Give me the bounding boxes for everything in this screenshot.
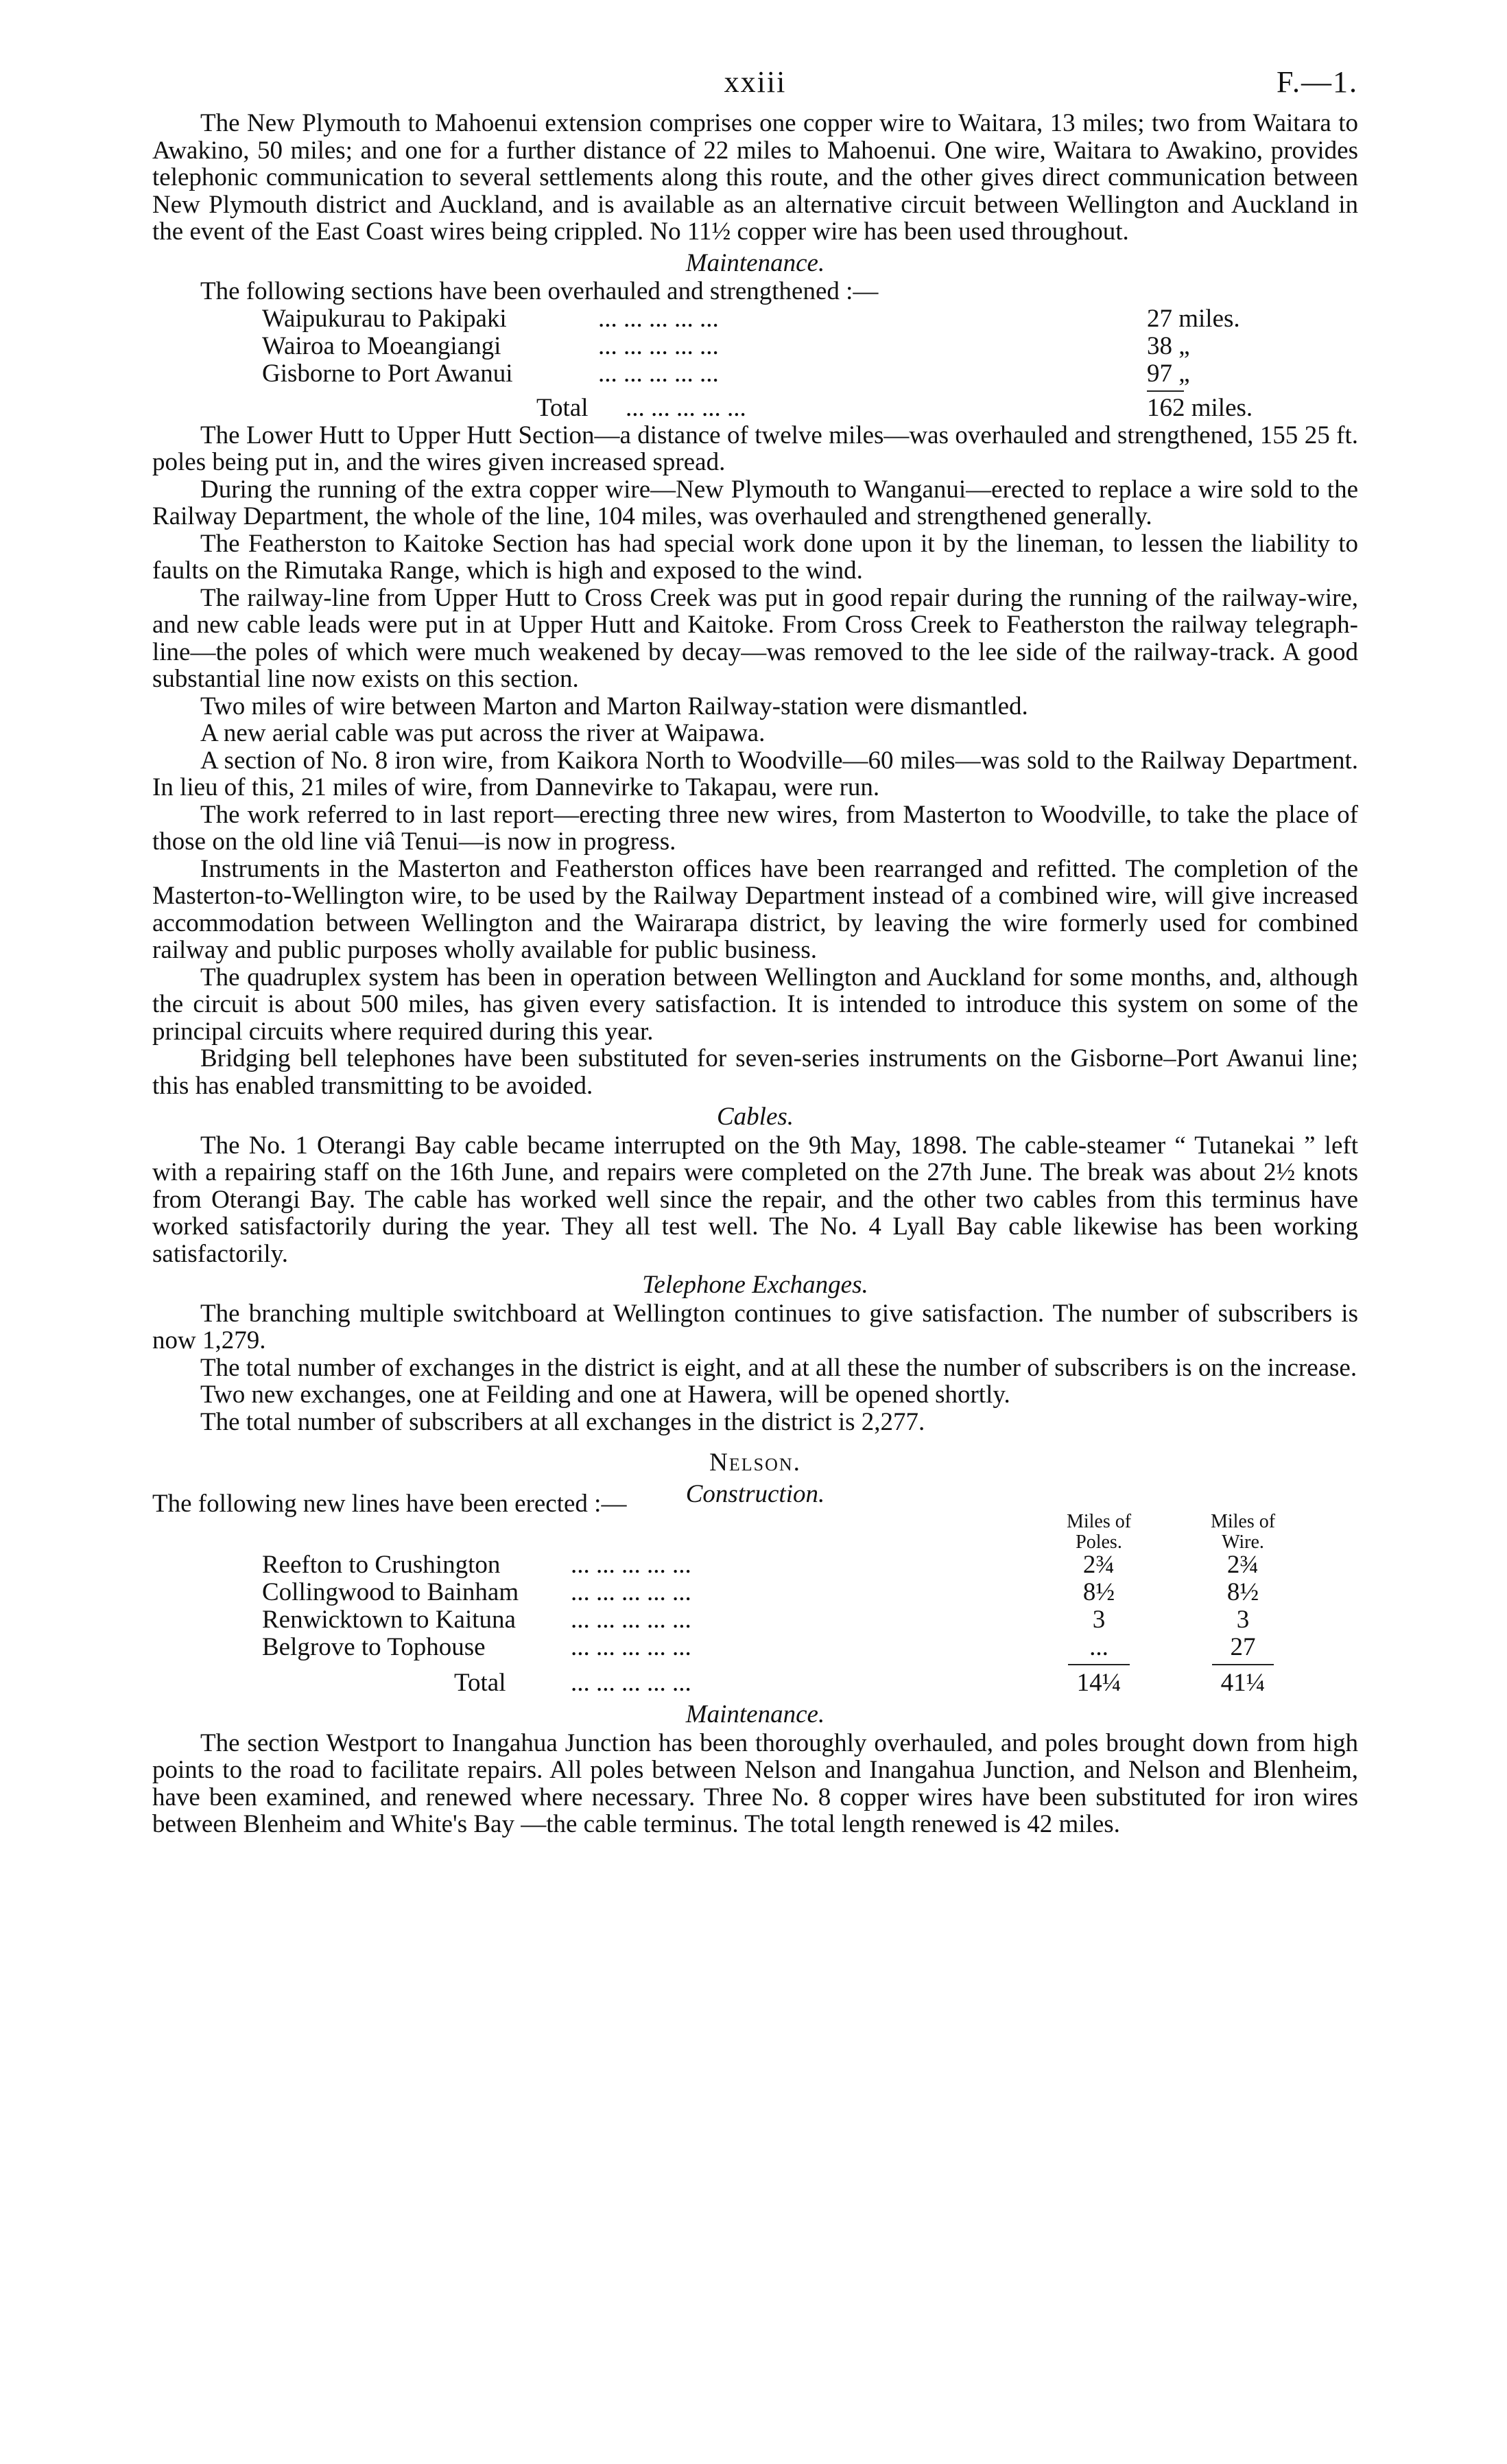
row-name: Wairoa to Moeangiangi [262, 331, 501, 360]
table-row [152, 1606, 1358, 1634]
document-page [152, 65, 1358, 1838]
row-wire: 3 [1236, 1606, 1250, 1634]
row-value: 27 miles. [1147, 304, 1240, 333]
document-reference: F.—1. [1277, 65, 1358, 99]
nelson-maintenance-paragraph: The section Westport to Inangahua Junction has been thoroughly overhauled, and poles brought down from high points to the road to facilitate repairs. All poles between Nelson and Inangahua Junction, and Nelson and Blenheim, have been examined, and renewed where necessary. Three No. 8 copper wires have been substituted for iron wires between Blenheim and White's Bay —the cable terminus. The total length renewed is 42 miles. [152, 1728, 1358, 1838]
table-row [152, 1634, 1358, 1661]
total-row [152, 1669, 1358, 1697]
page-number: xxiii [724, 65, 787, 99]
total-label: Total [454, 1669, 506, 1697]
cables-paragraph: The No. 1 Oterangi Bay cable became interrupted on the 9th May, 1898. The cable-steamer “ Tutanekai ” left with a repairing staff on the 16th June, and repairs were completed on the 27th June. The break was about 2½ knots from Oterangi Bay. The cable has worked well since the repair, and the other two cables from this terminus have worked satisfactorily during the year. They all test well. The No. 4 Lyall Bay cable likewise has been working satisfactorily. [152, 1131, 1358, 1268]
paragraph: The total number of subscribers at all exchanges in the district is 2,277. [200, 1407, 925, 1436]
paragraph: Two miles of wire between Marton and Marton Railway-station were dismantled. [200, 692, 1028, 720]
table-row [152, 305, 1358, 333]
row-wire: 8½ [1226, 1578, 1259, 1606]
paragraph: A new aerial cable was put across the river at Waipawa. [200, 719, 766, 747]
row-wire: 27 [1230, 1633, 1256, 1661]
row-leader: ... ... ... ... ... [571, 1578, 691, 1606]
paragraph: During the running of the extra copper wire—New Plymouth to Wanganui—erected to replace a wire sold to the Railway Department, the whole of the line, 104 miles, was overhauled and strengthened generally. [152, 475, 1358, 530]
row-leader: ... ... ... ... ... [571, 1606, 691, 1634]
column-header-poles: Miles of Poles. [1066, 1511, 1132, 1553]
total-rule [152, 1661, 1358, 1669]
row-value: 38 „ [1147, 331, 1190, 360]
total-poles: 14¼ [1076, 1669, 1122, 1697]
total-rule [152, 388, 1358, 395]
construction-intro: The following new lines have been erected :— [152, 1490, 627, 1518]
total-value: 162 miles. [1147, 393, 1253, 422]
paragraph: The quadruplex system has been in operation between Wellington and Auckland for some months, and, although the circuit is about 500 miles, has given every satisfaction. It is intended to introduce this system on some of the principal circuits where required during this year. [152, 963, 1358, 1046]
page-header [152, 65, 1358, 110]
maintenance-heading: Maintenance. [685, 248, 825, 277]
paragraph: The work referred to in last report—erecting three new wires, from Masterton to Woodville, to take the place of those on the old line viâ Tenui—is now in progress. [152, 800, 1358, 856]
row-leader: ... ... ... ... ... [571, 1633, 691, 1661]
nelson-maintenance-heading: Maintenance. [685, 1700, 825, 1728]
table-row [152, 360, 1358, 388]
row-poles: 2¾ [1082, 1551, 1115, 1579]
maintenance-intro: The following sections have been overhauled and strengthened :— [200, 277, 879, 305]
row-leader: ... ... ... ... ... [598, 359, 719, 388]
paragraph: The railway-line from Upper Hutt to Cross Creek was put in good repair during the running of the railway-wire, and new cable leads were put in at Upper Hutt and Kaitoke. From Cross Creek to Featherston the railway telegraph-line—the poles of which were much weakened by decay—was removed to the lee side of the railway-track. A good substantial line now exists on this section. [152, 583, 1358, 693]
row-name: Waipukurau to Pakipaki [262, 304, 507, 333]
row-value: 97 „ [1147, 359, 1190, 388]
paragraph: A section of No. 8 iron wire, from Kaikora North to Woodville—60 miles—was sold to the Railway Department. In lieu of this, 21 miles of wire, from Dannevirke to Takapau, were run. [152, 746, 1358, 801]
total-row [152, 395, 1358, 422]
paragraph: The Lower Hutt to Upper Hutt Section—a distance of twelve miles—was overhauled and strengthened, 155 25 ft. poles being put in, and the wires given increased spread. [152, 421, 1358, 476]
total-wire: 41¼ [1220, 1669, 1266, 1697]
paragraph: The total number of exchanges in the district is eight, and at all these the number of subscribers is on the increase. [200, 1353, 1357, 1382]
table-row [152, 1551, 1358, 1579]
table-row [152, 1579, 1358, 1606]
paragraph: Instruments in the Masterton and Featherston offices have been rearranged and refitted. The completion of the Masterton-to-Wellington wire, to be used by the Railway Department instead of a combined wire, will give increased accommodation between Wellington and the Wairarapa district, by leaving the wire formerly used for combined railway and public purposes wholly available for public business. [152, 854, 1358, 964]
row-leader: ... ... ... ... ... [571, 1551, 691, 1579]
row-name: Renwicktown to Kaituna [262, 1606, 516, 1634]
row-name: Reefton to Crushington [262, 1551, 501, 1579]
construction-heading: Construction. [685, 1479, 825, 1508]
total-label: Total [536, 393, 589, 422]
row-leader: ... ... ... ... ... [571, 1669, 691, 1697]
paragraph: Two new exchanges, one at Feilding and one at Hawera, will be opened shortly. [200, 1381, 1010, 1409]
column-header-wire: Miles of Wire. [1210, 1511, 1276, 1553]
paragraph: The Featherston to Kaitoke Section has had special work done upon it by the lineman, to lessen the liability to faults on the Rimutaka Range, which is high and exposed to the wind. [152, 529, 1358, 585]
cables-heading: Cables. [716, 1103, 794, 1131]
row-poles: 8½ [1082, 1578, 1115, 1606]
row-leader: ... ... ... ... ... [598, 304, 719, 333]
telephone-exchanges-heading: Telephone Exchanges. [642, 1271, 868, 1299]
row-leader: ... ... ... ... ... [598, 331, 719, 360]
paragraph: The branching multiple switchboard at Wellington continues to give satisfaction. The number of subscribers is now 1,279. [152, 1299, 1358, 1354]
row-leader: ... ... ... ... ... [626, 393, 746, 422]
nelson-section-title: Nelson. [709, 1448, 801, 1477]
table-row [152, 333, 1358, 360]
maintenance-table [152, 305, 1358, 422]
paragraph-new-plymouth: The New Plymouth to Mahoenui extension comprises one copper wire to Waitara, 13 miles; two from Waitara to Awakino, 50 miles; and one for a further distance of 22 miles to Mahoenui. One wire, Waitara to Awakino, provides telephonic communication to several settlements along this route, and the other gives direct communication between New Plymouth district and Auckland, and is available as an alternative circuit between Wellington and Auckland in the event of the East Coast wires being crippled. No 11½ copper wire has been used throughout. [152, 109, 1358, 246]
row-poles: ... [1089, 1633, 1108, 1661]
row-name: Gisborne to Port Awanui [262, 359, 513, 388]
row-wire: 2¾ [1226, 1551, 1259, 1579]
row-poles: 3 [1092, 1606, 1106, 1634]
row-name: Belgrove to Tophouse [262, 1633, 486, 1661]
paragraph: Bridging bell telephones have been substituted for seven-series instruments on the Gisborne–Port Awanui line; this has enabled transmitting to be avoided. [152, 1044, 1358, 1100]
row-name: Collingwood to Bainham [262, 1578, 519, 1606]
